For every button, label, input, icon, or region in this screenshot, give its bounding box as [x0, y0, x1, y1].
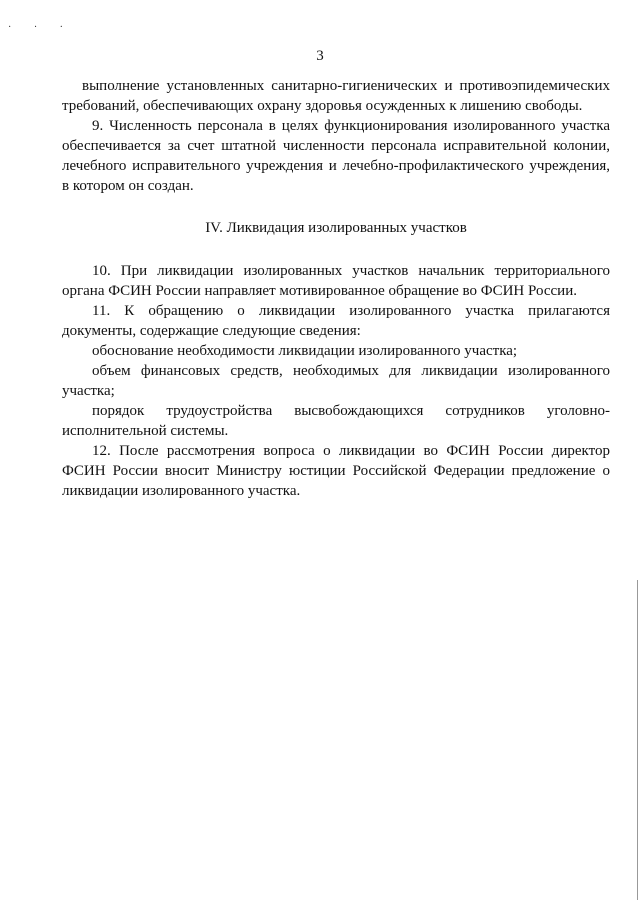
paragraph-9: 9. Численность персонала в целях функционирования изолированного участка обеспечивается за счет штатной численности персонала исправительной колонии, лечебного исправительного учреждения и лечебно-профилактического учреждения, в котором он создан.	[62, 118, 610, 194]
paragraph-continuation: выполнение установленных санитарно-гигиенических и противоэпидемических требований, обеспечивающих охрану здоровья осужденных к лишению свободы.	[62, 78, 610, 114]
list-item-employment: порядок трудоустройства высвобождающихся сотрудников уголовно-исполнительной системы.	[62, 403, 610, 439]
list-item-justification: обоснование необходимости ликвидации изолированного участка;	[92, 343, 518, 359]
paragraph-11: 11. К обращению о ликвидации изолированного участка прилагаются документы, содержащие следующие сведения:	[62, 303, 610, 339]
paragraph-12: 12. После рассмотрения вопроса о ликвидации во ФСИН России директор ФСИН России вносит Министру юстиции Российской Федерации предложение о ликвидации изолированного участка.	[62, 443, 610, 499]
scan-edge-line	[637, 580, 638, 900]
page-number: 3	[316, 48, 324, 64]
section-heading: IV. Ликвидация изолированных участков	[205, 220, 467, 236]
scan-marks: · · ·	[8, 22, 73, 33]
document-body	[62, 76, 610, 501]
list-item-financing: объем финансовых средств, необходимых для ликвидации изолированного участка;	[62, 363, 610, 399]
paragraph-10: 10. При ликвидации изолированных участков начальник территориального органа ФСИН России направляет мотивированное обращение во ФСИН России.	[62, 263, 610, 299]
